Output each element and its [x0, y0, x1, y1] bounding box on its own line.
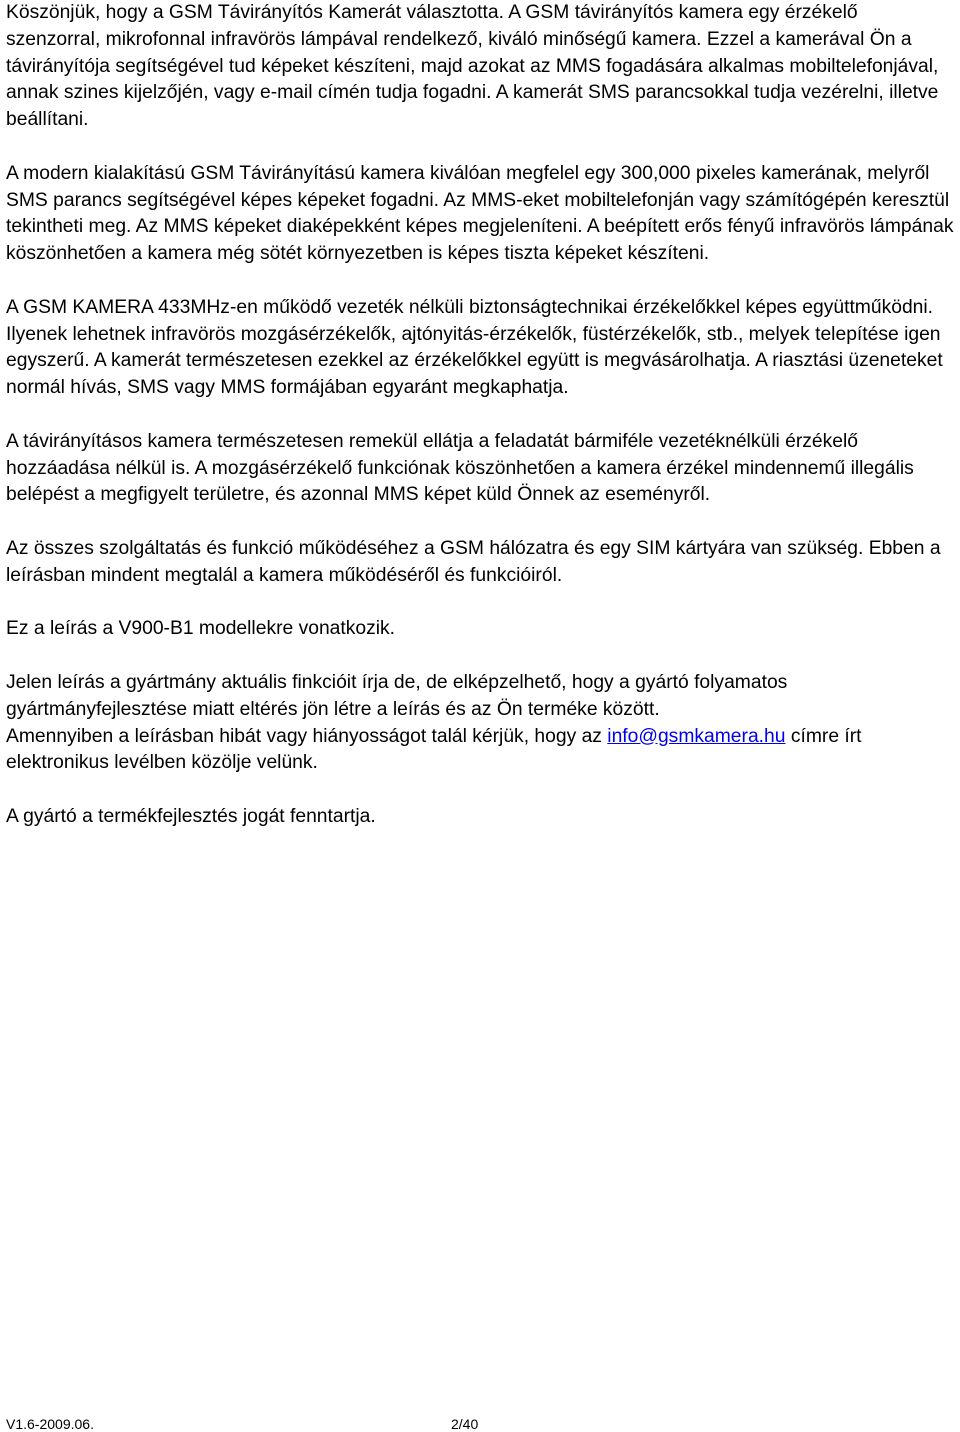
version-label: V1.6-2009.06. — [6, 1416, 94, 1432]
motion-detection-paragraph: A távirányításos kamera természetesen remekül ellátja a feladatát bármiféle vezetéknélküli érzékelő hozzáadása nélkül is. A mozgásérzékelő funkciónak köszönhetően a kamera érzékel mindennemű illegális belépést a megfigyelt területre, és azonnal MMS képet küld Önnek az eseményről. — [6, 430, 914, 506]
sensors-paragraph: A GSM KAMERA 433MHz-en működő vezeték nélküli biztonságtechnikai érzékelőkkel képes együttműködni. Ilyenek lehetnek infravörös mozgásérzékelők, ajtónyitás-érzékelők, füstérzékelők, stb., melyek telepítése igen egyszerű. A kamerát természetesen ezekkel az érzékelőkkel együtt is megvásárolhatja. A riasztási üzeneteket normál hívás, SMS vagy MMS formájában egyaránt megkaphatja. — [6, 296, 943, 399]
contact-text-after: címre írt elektronikus levélben közölje velünk. — [6, 725, 862, 774]
email-link[interactable]: info@gsmkamera.hu — [607, 725, 786, 747]
model-paragraph: Ez a leírás a V900-B1 modellekre vonatkozik. — [6, 618, 396, 640]
page-number: 2/40 — [451, 1416, 479, 1432]
contact-paragraph — [6, 724, 956, 778]
document-body — [6, 0, 956, 858]
requirements-paragraph: Az összes szolgáltatás és funkció működéséhez a GSM hálózatra és egy SIM kártyára van szükség. Ebben a leírásban mindent megtalál a kamera működéséről és funkcióiról. — [6, 537, 941, 586]
contact-text-before: Amennyiben a leírásban hibát vagy hiányosságot talál kérjük, hogy az — [6, 725, 608, 747]
camera-description-paragraph: A modern kialakítású GSM Távirányítású kamera kiválóan megfelel egy 300,000 pixeles kamerának, melyről SMS parancs segítségével képes képeket fogadni. Az MMS-eket mobiltelefonján vagy számítógépén keresztül tekintheti meg. Az MMS képeket diaképekként képes megjeleníteni. A beépített erős fényű infravörös lámpának köszönhetően a kamera még sötét környezetben is képes tiszta képeket készíteni. — [6, 162, 954, 265]
intro-paragraph: Köszönjük, hogy a GSM Távirányítós Kamerát választotta. A GSM távirányítós kamera egy érzékelő szenzorral, mikrofonnal infravörös lámpával rendelkező, kiváló minőségű kamera. Ezzel a kamerával Ön a távirányítója segítségével tud képeket készíteni, majd azokat az MMS fogadására alkalmas mobiltelefonjával, annak szines kijelzőjén, vagy e-mail címén tudja fogadni. A kamerát SMS parancsokkal tudja vezérelni, illetve beállítani. — [6, 2, 939, 131]
disclaimer-paragraph: Jelen leírás a gyártmány aktuális finkcióit írja de, de elképzelhető, hogy a gyártó folyamatos gyártmányfejlesztése miatt eltérés jön létre a leírás és az Ön terméke között. — [6, 671, 788, 720]
closing-paragraph: A gyártó a termékfejlesztés jogát fenntartja. — [6, 805, 376, 827]
